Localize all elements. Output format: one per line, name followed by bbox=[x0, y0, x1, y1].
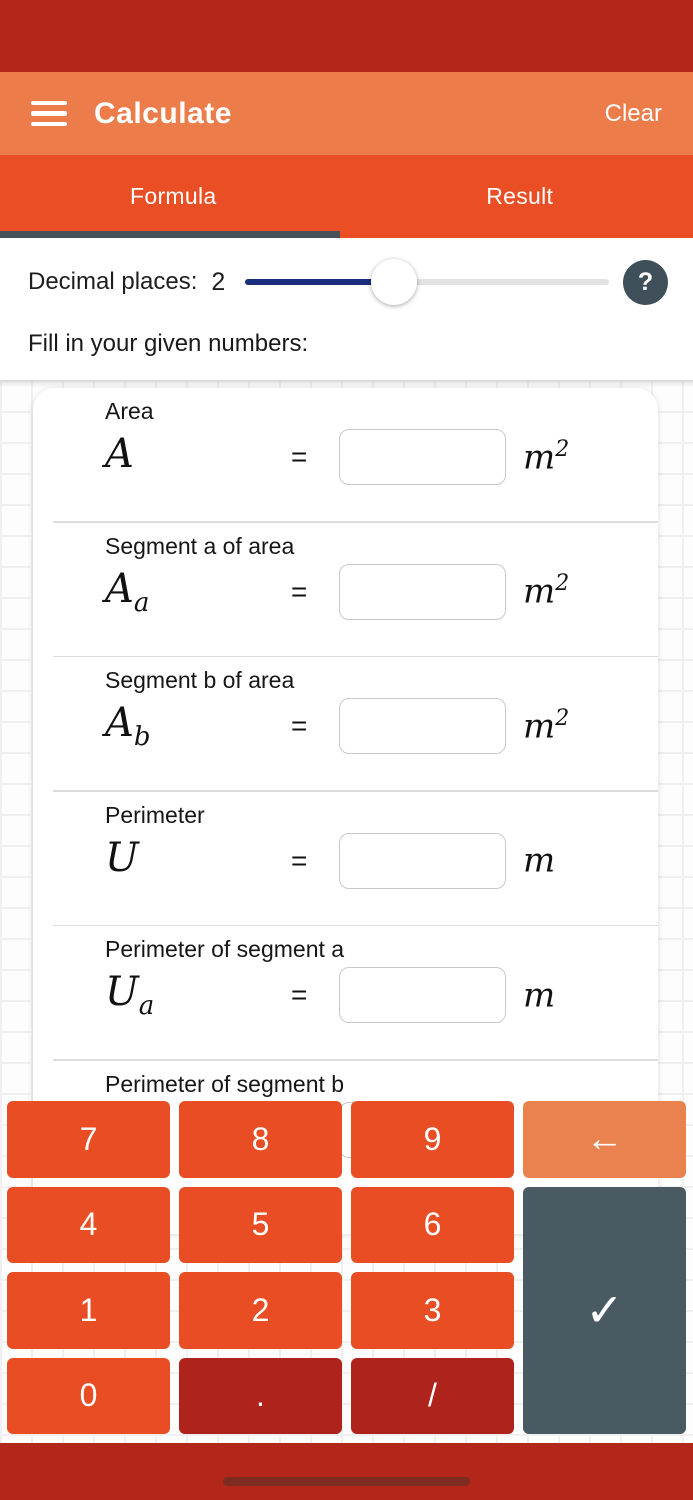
quantity-label: Area bbox=[105, 398, 154, 424]
key-5[interactable]: 5 bbox=[179, 1187, 342, 1264]
quantity-label: Perimeter of segment b bbox=[105, 1070, 345, 1097]
equals-sign: = bbox=[291, 710, 308, 741]
home-indicator[interactable] bbox=[223, 1477, 470, 1486]
clear-button[interactable]: Clear bbox=[604, 99, 662, 127]
formula-sheet bbox=[0, 380, 693, 1443]
quantity-label: Segment a of area bbox=[105, 532, 295, 559]
quantity-symbol: A bbox=[105, 431, 134, 477]
key-2[interactable]: 2 bbox=[179, 1272, 342, 1349]
quantity-symbol: U bbox=[105, 834, 139, 881]
quantity-label: Segment b of area bbox=[105, 667, 295, 693]
unit-label: $m^2$ bbox=[523, 705, 570, 747]
status-bar bbox=[0, 0, 693, 72]
menu-icon[interactable] bbox=[31, 101, 67, 127]
key-8[interactable]: 8 bbox=[179, 1101, 342, 1178]
slider-thumb[interactable] bbox=[371, 259, 417, 305]
perimeter-input[interactable] bbox=[339, 833, 506, 889]
quantity-symbol: $A_b$ bbox=[105, 700, 151, 752]
key-4[interactable]: 4 bbox=[7, 1187, 170, 1264]
tab-bar bbox=[0, 155, 693, 238]
key-0[interactable]: 0 bbox=[7, 1358, 170, 1435]
tab-result[interactable]: Result bbox=[486, 183, 554, 209]
decimal-places-label: Decimal places: bbox=[28, 268, 198, 295]
quantity-symbol: $U_a$ bbox=[105, 969, 155, 1021]
key-1[interactable]: 1 bbox=[7, 1272, 170, 1349]
form-row-segment-a-area bbox=[33, 523, 658, 656]
key-6[interactable]: 6 bbox=[351, 1187, 514, 1264]
instruction-text: Fill in your given numbers: bbox=[28, 330, 309, 357]
equals-sign: = bbox=[291, 441, 308, 472]
help-button[interactable]: ? bbox=[623, 260, 668, 305]
decimal-places-value: 2 bbox=[211, 267, 226, 296]
quantity-label: Perimeter of segment a bbox=[105, 936, 345, 962]
unit-label: m bbox=[523, 975, 556, 1016]
numeric-keypad bbox=[7, 1101, 686, 1434]
backspace-key[interactable]: ← bbox=[523, 1101, 686, 1178]
area-input[interactable] bbox=[339, 429, 506, 485]
form-row-area bbox=[33, 388, 658, 521]
app-header bbox=[0, 72, 693, 155]
quantity-label: Perimeter bbox=[105, 801, 205, 828]
form-row-perimeter-segment-a bbox=[33, 926, 658, 1059]
form-row-perimeter bbox=[33, 792, 658, 925]
page-title: Calculate bbox=[94, 96, 232, 130]
unit-label: $m^2$ bbox=[523, 571, 570, 612]
tab-formula[interactable]: Formula bbox=[130, 183, 217, 209]
decimal-places-row bbox=[28, 258, 668, 306]
decimal-point-key[interactable]: . bbox=[179, 1358, 342, 1435]
quantity-symbol: $A_a$ bbox=[105, 565, 150, 618]
bottom-bar bbox=[0, 1443, 693, 1500]
unit-label: m bbox=[523, 840, 556, 881]
key-3[interactable]: 3 bbox=[351, 1272, 514, 1349]
active-tab-indicator bbox=[0, 231, 340, 238]
segment-b-area-input[interactable] bbox=[339, 698, 506, 754]
equals-sign: = bbox=[291, 575, 308, 607]
perimeter-segment-a-input[interactable] bbox=[339, 967, 506, 1023]
segment-a-area-input[interactable] bbox=[339, 564, 506, 620]
decimal-places-slider bbox=[245, 259, 609, 305]
equals-sign: = bbox=[291, 844, 308, 876]
form-row-segment-b-area bbox=[33, 657, 658, 790]
unit-label: $m^2$ bbox=[523, 436, 570, 478]
equals-sign: = bbox=[291, 979, 308, 1010]
confirm-key[interactable]: ✓ bbox=[523, 1187, 686, 1435]
key-9[interactable]: 9 bbox=[351, 1101, 514, 1178]
slash-key[interactable]: / bbox=[351, 1358, 514, 1435]
key-7[interactable]: 7 bbox=[7, 1101, 170, 1178]
settings-section bbox=[0, 238, 693, 380]
